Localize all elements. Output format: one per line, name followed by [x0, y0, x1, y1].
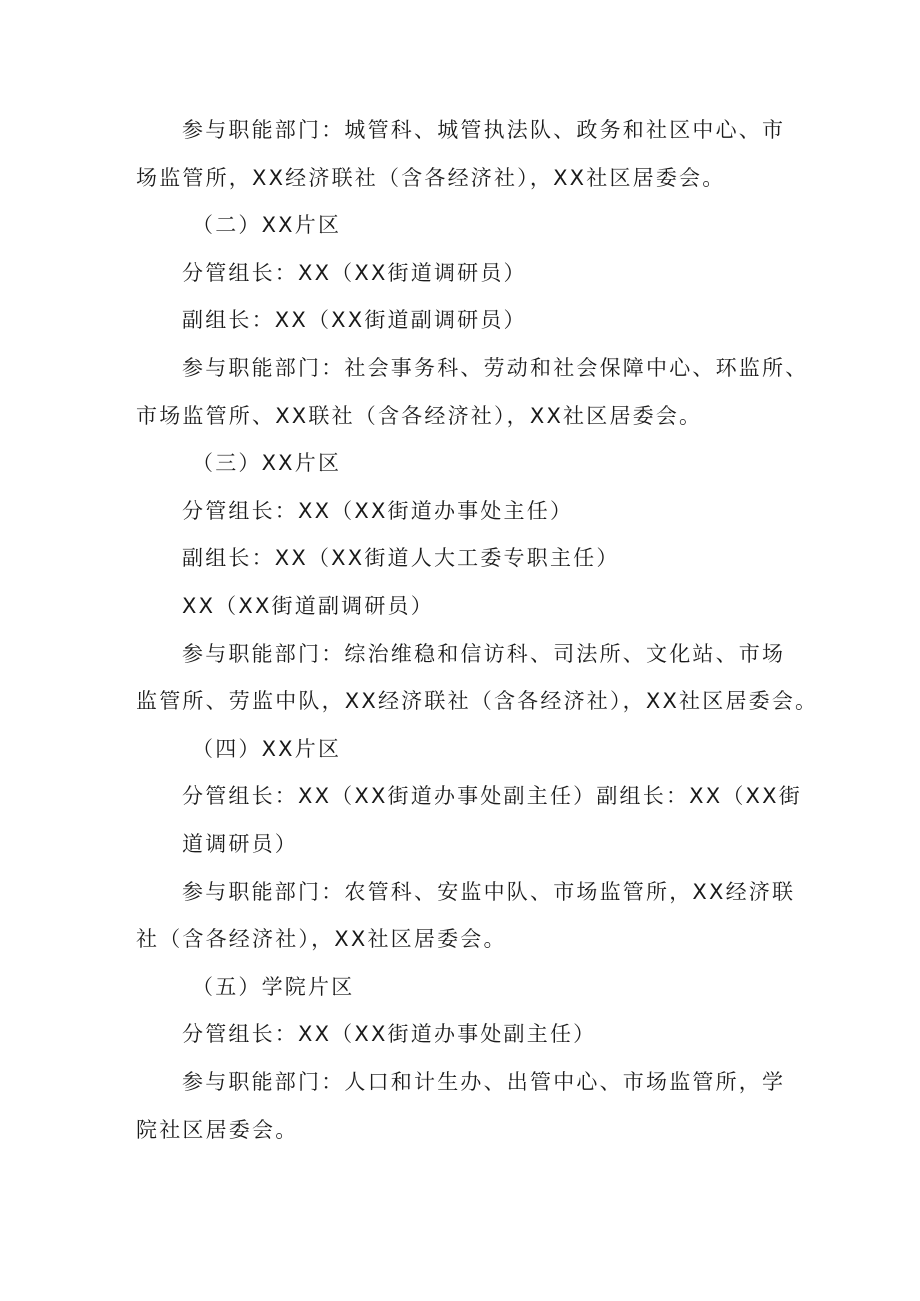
- text-line: 监管所、劳监中队，XX经济联社（含各经济社），XX社区居委会。: [136, 689, 819, 713]
- section-heading: （四）XX片区: [192, 737, 342, 761]
- text-line: 参与职能部门：人口和计生办、出管中心、市场监管所，学: [182, 1070, 786, 1094]
- text-line: XX（XX街道副调研员）: [182, 594, 434, 618]
- text-line: 副组长：XX（XX街道人大工委专职主任）: [182, 546, 620, 570]
- text-line: 参与职能部门：农管科、安监中队、市场监管所，XX经济联: [182, 880, 796, 904]
- text-line: 副组长：XX（XX街道副调研员）: [182, 308, 527, 332]
- text-line: 分管组长：XX（XX街道办事处副主任）副组长：XX（XX街: [182, 784, 802, 808]
- text-line: 参与职能部门：社会事务科、劳动和社会保障中心、环监所、: [182, 356, 809, 380]
- text-line: 社（含各经济社），XX社区居委会。: [136, 927, 507, 951]
- text-line: 参与职能部门：综治维稳和信访科、司法所、文化站、市场: [182, 642, 786, 666]
- text-line: 道调研员）: [182, 832, 298, 856]
- section-heading: （五）学院片区: [192, 975, 355, 999]
- section-heading: （二）XX片区: [192, 213, 342, 237]
- text-line: 分管组长：XX（XX街道办事处主任）: [182, 499, 574, 523]
- text-line: 院社区居委会。: [136, 1118, 299, 1142]
- text-line: 分管组长：XX（XX街道办事处副主任）: [182, 1022, 597, 1046]
- text-line: 场监管所，XX经济联社（含各经济社），XX社区居委会。: [136, 166, 726, 190]
- section-heading: （三）XX片区: [192, 451, 342, 475]
- text-line: 参与职能部门：城管科、城管执法队、政务和社区中心、市: [182, 118, 786, 142]
- text-line: 分管组长：XX（XX街道调研员）: [182, 261, 527, 285]
- text-line: 市场监管所、XX联社（含各经济社），XX社区居委会。: [136, 404, 703, 428]
